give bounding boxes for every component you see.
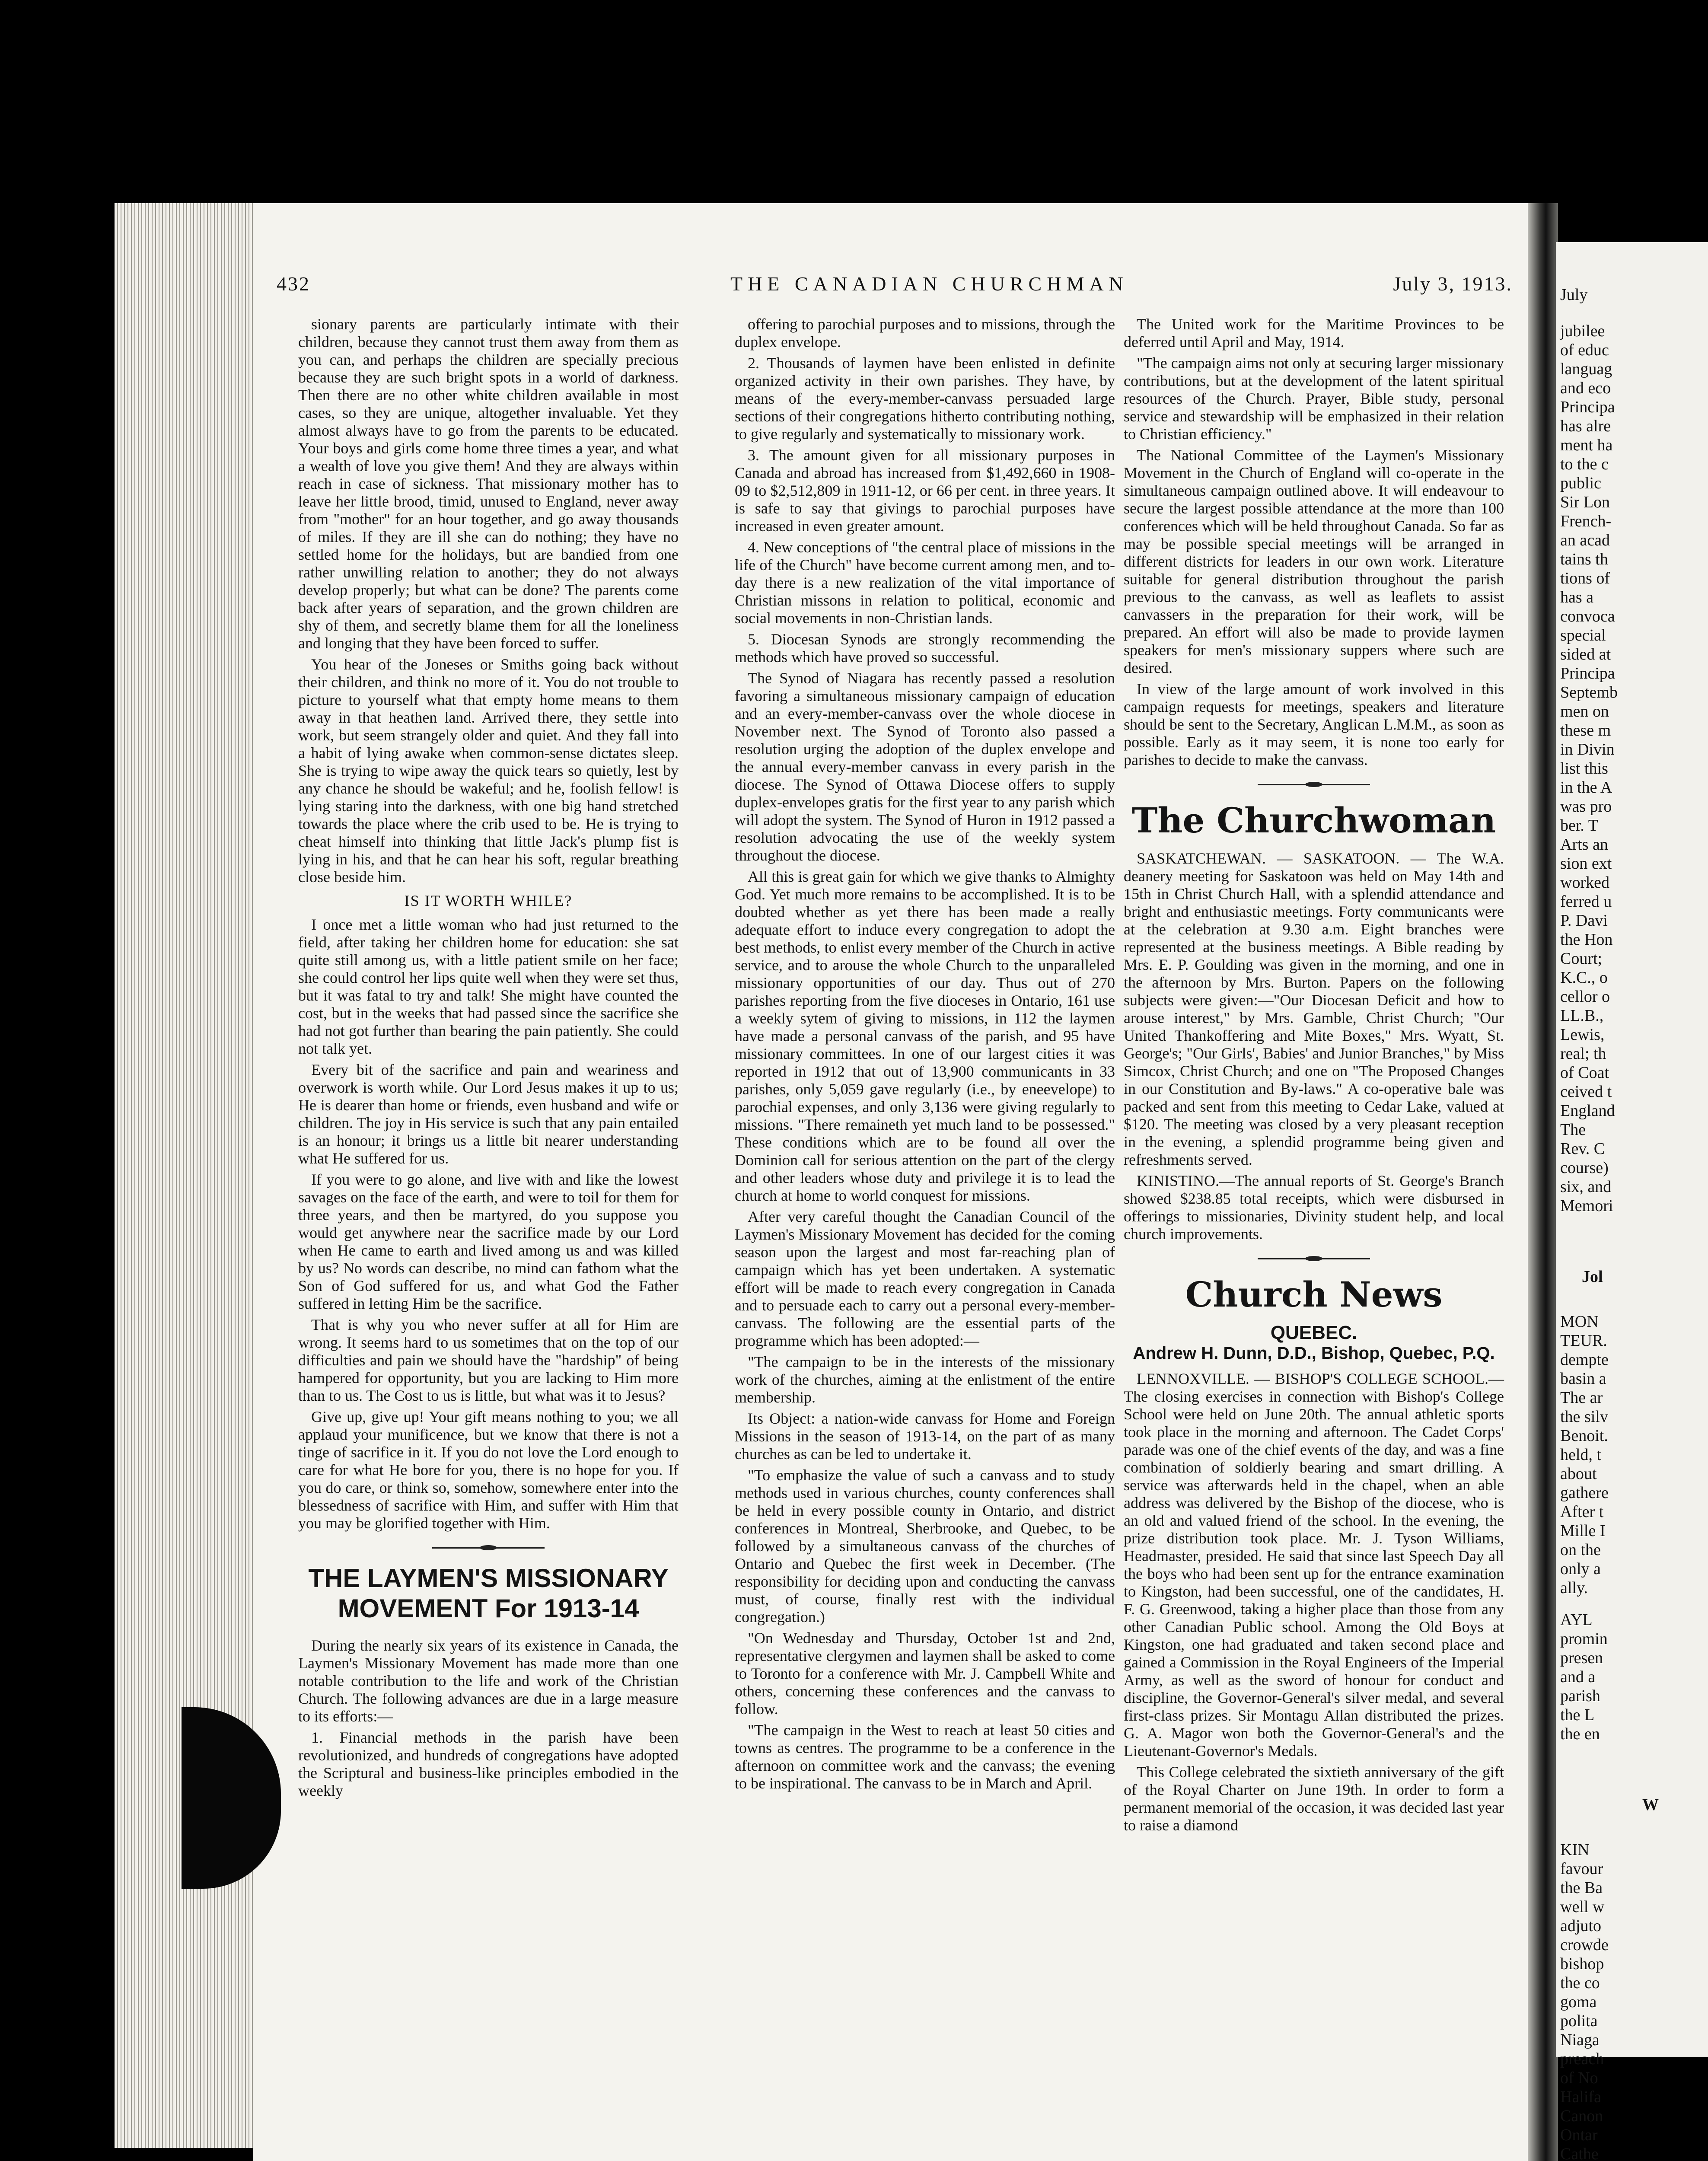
paragraph: In view of the large amount of work involved in this campaign requests for meetings, speakers and literature should be sent to the Secretary, Anglican L.M.M., as soon as possible. Early as it may seem, it is none too early for parishes to decide to make the canvass.	[1124, 680, 1504, 768]
next-page-line: sided at	[1560, 645, 1611, 663]
next-page-line: has alre	[1560, 417, 1611, 435]
next-page-line: ally.	[1560, 1579, 1588, 1597]
paragraph: After very careful thought the Canadian Council of the Laymen's Missionary Movement has decided for the coming season upon the largest and most far-reaching plan of campaign which has yet been undertaken. A systematic effort will be made to reach every congregation in Canada and to persuade each to carry out a personal every-member-canvass. The following are the essential parts of the programme which has been adopted:—	[735, 1208, 1115, 1349]
next-page-line: worked	[1560, 873, 1609, 892]
next-page-line: MON	[1560, 1313, 1599, 1331]
next-page-line: Ontar	[1560, 2126, 1598, 2144]
ornament-divider	[432, 1545, 545, 1550]
next-page-line: Canon	[1560, 2107, 1603, 2125]
next-page-line: crowde	[1560, 1936, 1609, 1954]
next-page-line: ferred u	[1560, 892, 1612, 911]
next-page-line: the en	[1560, 1725, 1600, 1743]
next-page-line: After t	[1560, 1503, 1604, 1521]
column-2	[735, 316, 1115, 1796]
paragraph: 1. Financial methods in the parish have been revolutionized, and hundreds of congregations have adopted the Scriptural and business-like principles embodied in the weekly	[298, 1729, 679, 1799]
paragraph: During the nearly six years of its existence in Canada, the Laymen's Missionary Movement has made more than one notable contribution to the life and work of the Christian Church. The following advances are due in a large measure to its efforts:—	[298, 1637, 679, 1725]
next-page-line: adjuto	[1560, 1917, 1601, 1935]
next-page-line: AYL	[1560, 1611, 1593, 1629]
next-page-line: the Ba	[1560, 1879, 1603, 1897]
paragraph: The Synod of Niagara has recently passed a resolution favoring a simultaneous missionary campaign of education and an every-member-canvass over the whole diocese in November next. The Synod of Toronto also passed a resolution urging the adoption of the duplex envelope and the annual every-member canvass in every parish in the diocese. The Synod of Ottawa Diocese offers to supply duplex-envelopes gratis for the first year to any parish which will adopt the system. The Synod of Huron in 1912 passed a resolution advocating the use of the weekly system throughout the diocese.	[735, 669, 1115, 864]
paragraph: LENNOXVILLE. — BISHOP'S COLLEGE SCHOOL.—The closing exercises in connection with Bishop's College School were held on June 20th. The annual athletic sports took place in the morning and afternoon. The Cadet Corps' parade was one of the chief events of the day, and was a fine combination of soldierly bearing and smart drilling. A service was afterwards held in the chapel, when an able address was delivered by the Bishop of the diocese, who is an old and valued friend of the school. In the evening, the prize distribution took place. Mr. J. Tyson Williams, Headmaster, presided. He said that since last Speech Day all the boys who had been sent up for the entrance examination to Kingston, had been successful, one of the candidates, H. F. G. Greenwood, taking a higher place than those from any other Canadian Public school. Among the Old Boys at Kingston, one had graduated and taken second place and gained a Commission in the Royal Engineers of the Imperial Army, as well as the sword of honour for conduct and discipline, the Governor-General's silver medal, and several first-class prizes. Sir Montagu Allan distributed the prizes. G. A. Magor won both the Governor-General's and the Lieutenant-Governor's Medals.	[1124, 1370, 1504, 1759]
next-page-line: favour	[1560, 1860, 1603, 1878]
next-page-line: sion ext	[1560, 854, 1612, 873]
next-page-line: the L	[1560, 1706, 1595, 1724]
next-page-line: tains th	[1560, 550, 1608, 568]
next-page-line: LL.B.,	[1560, 1007, 1604, 1025]
book-gutter	[1528, 203, 1558, 2161]
next-page-line: Principa	[1560, 664, 1615, 682]
next-page-fragment	[1556, 242, 1708, 2161]
next-page-line: dempte	[1560, 1351, 1609, 1369]
next-page-line: in Divin	[1560, 740, 1615, 759]
paragraph: Give up, give up! Your gift means nothing to you; we all applaud your munificence, but we know that there is not a tinge of sacrifice in it. If you do not love the Lord enough to care for what He bore for you, there is no hope for you. If you do care, or think so, somehow, somewhere enter into the blessedness of sacrifice with Him, and suffer with Him that you may be glorified together with Him.	[298, 1408, 679, 1532]
paragraph: "The campaign to be in the interests of the missionary work of the churches, aiming at the enlistment of the entire membership.	[735, 1353, 1115, 1406]
next-page-line: bishop	[1560, 1955, 1604, 1973]
diocese-heading: QUEBEC.	[1270, 1322, 1357, 1343]
laymen-movement-heading: THE LAYMEN'S MISSIONARY MOVEMENT For 1913-14	[308, 1564, 669, 1623]
next-page-line: convoca	[1560, 607, 1615, 625]
next-page-line: Lewis,	[1560, 1026, 1605, 1044]
next-page-line: men on	[1560, 702, 1609, 720]
next-page-line: the Hon	[1560, 931, 1613, 949]
next-page-line: The	[1560, 1121, 1586, 1139]
next-page-line: French-	[1560, 512, 1612, 530]
next-page-line: gathere	[1560, 1484, 1609, 1502]
next-page-line: polita	[1560, 2012, 1598, 2030]
next-page-line: Benoit.	[1560, 1427, 1608, 1445]
paragraph: 4. New conceptions of "the central place of missions in the life of the Church" have become current among men, and to-day there is a new realization of the vital importance of Christian missons in relation to political, economic and social movements in non-Christian lands.	[735, 539, 1115, 627]
next-page-header: July	[1560, 286, 1588, 304]
paragraph: I once met a little woman who had just returned to the field, after taking her children home for education: she sat quite still among us, with a little patient smile on her face; she could control her lips quite well when they were set thus, but it was fatal to try and talk! She might have counted the cost, but in the weeks that had passed since the sacrifice she had not got further than bearing the pain patiently. She could not talk yet.	[298, 916, 679, 1057]
next-page-line: goma	[1560, 1993, 1597, 2011]
next-page-line: well w	[1560, 1898, 1605, 1916]
ornament-divider	[1258, 782, 1370, 787]
next-page-line: presen	[1560, 1649, 1603, 1667]
bishop-line: Andrew H. Dunn, D.D., Bishop, Quebec, P.Q.	[1133, 1344, 1495, 1363]
next-page-line: the co	[1560, 1974, 1600, 1992]
next-page-line: Court;	[1560, 950, 1603, 968]
next-page-line: the silv	[1560, 1408, 1608, 1426]
column-3	[1124, 316, 1504, 1838]
paragraph: That is why you who never suffer at all for Him are wrong. It seems hard to us sometimes that on the top of our difficulties and pain we should have the "hardship" of being hampered for opportunity, but you are lacking to Him more than to us. The Cost to us is little, but what was it to Jesus?	[298, 1316, 679, 1404]
next-page-line: and a	[1560, 1668, 1596, 1686]
next-page-line: an acad	[1560, 531, 1610, 549]
next-page-line: cellor o	[1560, 988, 1610, 1006]
page-number: 432	[277, 273, 310, 295]
next-page-line: promin	[1560, 1630, 1608, 1648]
next-page-line: of No	[1560, 2069, 1598, 2087]
paragraph: The United work for the Maritime Provinces to be deferred until April and May, 1914.	[1124, 316, 1504, 351]
next-page-line: course)	[1560, 1159, 1609, 1177]
next-page-line: and eco	[1560, 379, 1611, 397]
next-page-line: Principa	[1560, 398, 1615, 416]
next-page-line: Niaga	[1560, 2031, 1600, 2049]
next-page-line: ber. T	[1560, 816, 1598, 835]
next-page-line: these m	[1560, 721, 1611, 739]
paragraph: 5. Diocesan Synods are strongly recommending the methods which have proved so successful.	[735, 631, 1115, 666]
next-page-line: languag	[1560, 360, 1612, 378]
next-page-line: list this	[1560, 759, 1608, 778]
paragraph: Every bit of the sacrifice and pain and weariness and overwork is worth while. Our Lord Jesus makes it up to us; He is dearer than home or friends, even husband and wife or children. The joy in His service is such that any pain entailed is an honour; it brings us a little bit nearer understanding what He suffered for us.	[298, 1061, 679, 1167]
next-page-line: of Coat	[1560, 1064, 1609, 1082]
paragraph: SASKATCHEWAN. — SASKATOON. — The W.A. deanery meeting for Saskatoon was held on May 14th and 15th in Christ Church Hall, with a splendid attendance and bright and enthusiastic meetings. Forty communicants were at the celebration at 9.30 a.m. Eight branches were represented at the business meetings. A Bible reading by Mrs. E. P. Goulding was given in the morning, and one in the afternoon by Mrs. Burton. Papers on the following subjects were given:—"Our Diocesan Deficit and how to arouse interest," by Mrs. Gamble, Christ Church; "Our United Thankoffering and Mite Boxes," Mrs. Wyatt, St. George's; "Our Girls', Babies' and Junior Branches," by Miss Simcox, Christ Church; and one on "The Proposed Changes in our Constitution and By-laws." A co-operative bale was packed and sent from this meeting to Cedar Lake, valued at $120. The meeting was closed by a very pleasant reception in the evening, a splendid programme being given and refreshments served.	[1124, 850, 1504, 1168]
next-page-line: in the A	[1560, 778, 1612, 797]
next-page-subhead: Jol	[1582, 1268, 1603, 1286]
next-page-line: was pro	[1560, 797, 1612, 816]
paragraph: If you were to go alone, and live with and like the lowest savages on the face of the earth, and were to toil for them for three years, and then be martyred, do you suppose you would get anywhere near the sacrifice made by our Lord when He came to earth and lived among us and was killed by us? No words can describe, no mind can fathom what the Son of God suffered for us, and what God the Father suffered in letting Him be the sacrifice.	[298, 1171, 679, 1312]
paragraph: 3. The amount given for all missionary purposes in Canada and abroad has increased from $1,492,660 in 1908-09 to $2,512,809 in 1911-12, or 66 per cent. in three years. It is safe to say that givings to parochial purposes have increased in even greater amount.	[735, 446, 1115, 535]
next-page-line: Halifa	[1560, 2088, 1601, 2106]
next-page-line: basin a	[1560, 1370, 1606, 1388]
next-page-line: Memori	[1560, 1197, 1613, 1215]
paragraph: "To emphasize the value of such a canvass and to study methods used in various churches, county conferences shall be held in every possible county in Ontario, and district conferences in Montreal, Sherbrooke, and Quebec, to be followed by a simultaneous canvass of the churches of Ontario and Quebec the first week in December. (The responsibility for deciding upon and conducting the canvass must, of course, finally rest with the individual congregation.)	[735, 1466, 1115, 1626]
churchwoman-heading: The Churchwoman	[1131, 800, 1496, 841]
next-page-line: England	[1560, 1102, 1615, 1120]
next-page-line: K.C., o	[1560, 969, 1608, 987]
ornament-divider	[1258, 1256, 1370, 1261]
next-page-line: on the	[1560, 1541, 1601, 1559]
next-page-line: Cathe	[1560, 2145, 1599, 2161]
next-page-line: Mille I	[1560, 1522, 1606, 1540]
next-page-line: only a	[1560, 1560, 1601, 1578]
next-page-line: ment ha	[1560, 436, 1613, 454]
subheading: IS IT WORTH WHILE?	[404, 892, 573, 909]
newspaper-title: THE CANADIAN CHURCHMAN	[730, 273, 1128, 295]
paragraph: KINISTINO.—The annual reports of St. George's Branch showed $238.85 total receipts, which were disbursed in offerings to missionaries, Divinity student help, and local church improvements.	[1124, 1172, 1504, 1243]
paragraph: "The campaign in the West to reach at least 50 cities and towns as centres. The programme to be a conference in the afternoon on committee work and the canvass; the evening to be inspirational. The canvass to be in March and April.	[735, 1721, 1115, 1792]
next-page-line: The ar	[1560, 1389, 1603, 1407]
next-page-line: Arts an	[1560, 835, 1608, 854]
next-page-line: parish	[1560, 1687, 1600, 1705]
column-1	[298, 316, 679, 1803]
next-page-line: ceived t	[1560, 1083, 1612, 1101]
paragraph: "On Wednesday and Thursday, October 1st and 2nd, representative clergymen and laymen shall be asked to come to Toronto for a conference with Mr. J. Campbell White and others, concerning these conferences and the canvass to follow.	[735, 1629, 1115, 1718]
paragraph: 2. Thousands of laymen have been enlisted in definite organized activity in their own parishes. They have, by means of the every-member-canvass persuaded large sections of their congregations hitherto contributing nothing, to give regularly and systematically to missionary work.	[735, 354, 1115, 443]
next-page-line: preach	[1560, 2050, 1604, 2068]
paragraph: offering to parochial purposes and to missions, through the duplex envelope.	[735, 316, 1115, 351]
next-page-line: of educ	[1560, 341, 1609, 359]
next-page-line: P. Davi	[1560, 912, 1608, 930]
next-page-line: real; th	[1560, 1045, 1606, 1063]
next-page-line: about	[1560, 1465, 1597, 1483]
next-page-line: six, and	[1560, 1178, 1612, 1196]
next-page-line: KIN	[1560, 1841, 1590, 1859]
next-page-line: TEUR.	[1560, 1332, 1607, 1350]
paragraph: Its Object: a nation-wide canvass for Home and Foreign Missions in the season of 1913-14, on the part of as many churches as can be led to undertake it.	[735, 1410, 1115, 1463]
next-page-line: special	[1560, 626, 1606, 644]
church-news-heading: Church News	[1185, 1274, 1443, 1315]
next-page-line: held, t	[1560, 1446, 1601, 1464]
paragraph: All this is great gain for which we give thanks to Almighty God. Yet much more remains to be accomplished. It is to be doubted whether as yet there has been made a really adequate effort to induce every congregation to adopt the best methods, to enlist every member of the Church in active service, and to arouse the whole Church to the unparalleled missionary opportunities of our day. Thus out of 270 parishes reporting from the five dioceses in Ontario, 161 use a weekly sytem of giving to missions, in 112 the laymen have made a personal canvass of the parish, and 95 have missionary committees. In one of our largest cities it was reported in 1912 that out of 13,900 communicants in 33 parishes, only 5,059 gave regularly (i.e., by eneevelope) to parochial expenses, and only 3,136 were giving regularly to missions. "There remaineth yet much land to be possessed." These conditions which are to be found all over the Dominion call for serious attention on the part of the clergy and other leaders whose duty and privilege it is to lead the church at home to world conquest for missions.	[735, 868, 1115, 1204]
next-page-subhead: W	[1642, 1796, 1659, 1814]
next-page-line: has a	[1560, 588, 1594, 606]
paragraph: The National Committee of the Laymen's Missionary Movement in the Church of England will co-operate in the simultaneous campaign outlined above. It will endeavour to secure the largest possible attendance at the more than 100 conferences which will be held throughout Canada. So far as may be possible special meetings will be arranged in different districts for leaders in our own work. Literature suitable for general distribution throughout the parish previous to the canvass, as well as leaflets to assist canvassers in the preparation for their work, will be prepared. An effort will also be made to provide laymen speakers for men's missionary suppers where such are desired.	[1124, 446, 1504, 676]
issue-date: July 3, 1913.	[1393, 273, 1513, 295]
next-page-line: tions of	[1560, 569, 1610, 587]
masthead	[277, 272, 1513, 298]
paragraph: "The campaign aims not only at securing larger missionary contributions, but at the development of the latent spiritual resources of the Church. Prayer, Bible study, personal service and stewardship will be emphasized in their relation to Christian efficiency."	[1124, 354, 1504, 443]
next-page-line: Septemb	[1560, 683, 1618, 701]
next-page-line: public	[1560, 474, 1601, 492]
next-page-line: jubilee	[1560, 322, 1605, 340]
next-page-line: Sir Lon	[1560, 493, 1610, 511]
next-page-line: Rev. C	[1560, 1140, 1605, 1158]
paragraph: You hear of the Joneses or Smiths going back without their children, and think no more of it. You do not trouble to picture to yourself what that empty home means to them away in that heathen land. Arrived there, they settle into work, but seem strangely older and quiet. And they fall into a habit of lying awake when common-sense dictates sleep. She is trying to wipe away the quick tears so quietly, lest by any chance he should be wakeful; and he, foolish fellow! is lying staring into the darkness, with one big hand stretched towards the place where the crib used to be. He is trying to cheat himself into thinking that little Jack's plump fist is lying in his, and that he can hear his soft, regular breathing close beside him.	[298, 656, 679, 886]
next-page-line: to the c	[1560, 455, 1609, 473]
paragraph: sionary parents are particularly intimate with their children, because they cannot trust them away from them as you can, and perhaps the children are specially precious because they are such bright spots in a world of darkness. Then there are no other white children available in most cases, so they are unique, altogether invaluable. Yet they almost always have to go from the parents to be educated. Your boys and girls come home three times a year, and what a wealth of love you give them! And they are always within reach in case of sickness. That missionary mother has to leave her little brood, timid, unused to England, never away from "mother" for an hour together, and go away thousands of miles. If they are ill she can do nothing; they have no settled home for the holidays, but are bandied from one rather unwilling relation to another; they do not always develop properly; but what can be done? The parents come back after years of separation, and the grown children are shy of them, and secretly blame them for all the loneliness and longing that they have been forced to suffer.	[298, 316, 679, 652]
paragraph: This College celebrated the sixtieth anniversary of the gift of the Royal Charter on June 19th. In order to form a permanent memorial of the occasion, it was decided last year to raise a diamond	[1124, 1763, 1504, 1834]
